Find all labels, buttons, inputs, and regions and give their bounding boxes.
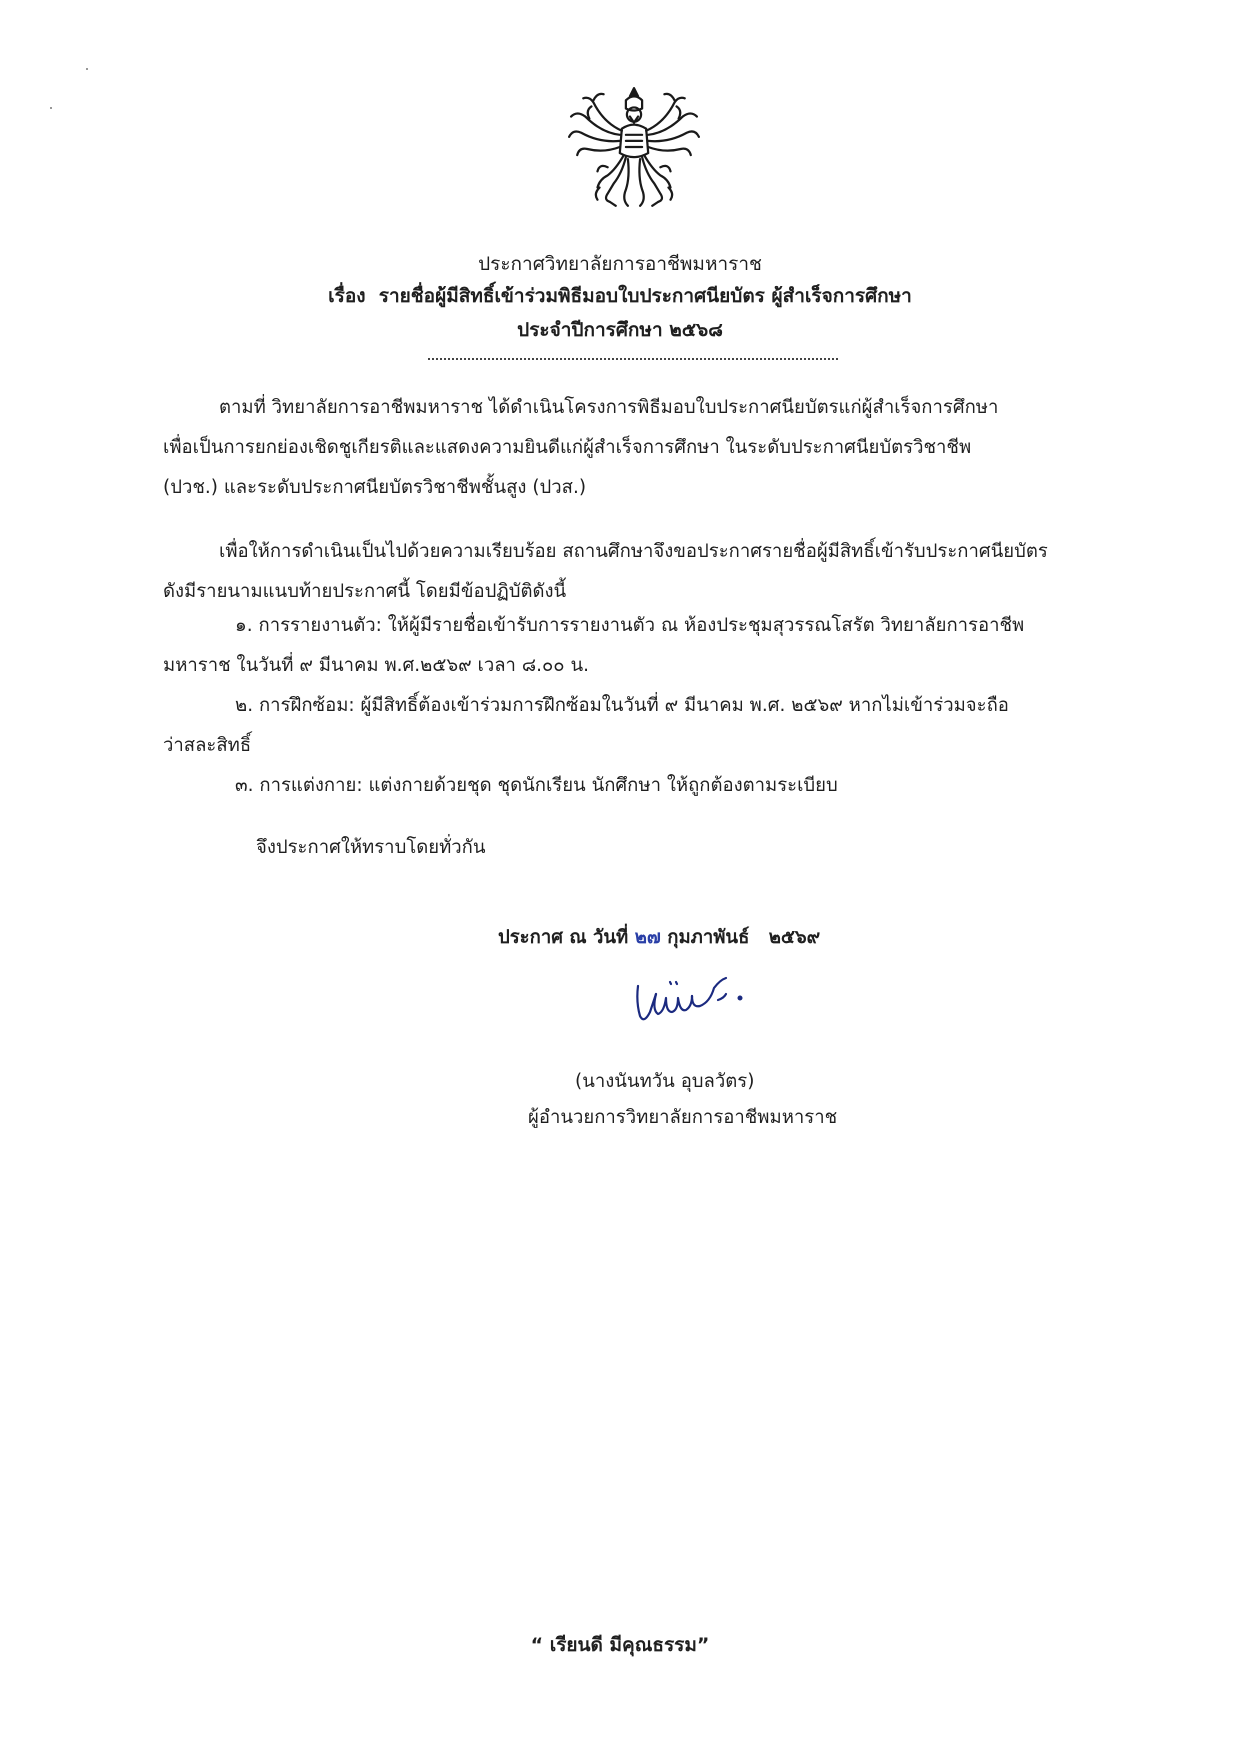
footer-motto: “ เรียนดี มีคุณธรรม” bbox=[530, 1634, 710, 1656]
academic-year-line: ประจำปีการศึกษา ๒๕๖๘ bbox=[517, 319, 723, 341]
signatory-position: ผู้อำนวยการวิทยาลัยการอาชีพมหาราช bbox=[528, 1107, 838, 1128]
announcement-subject bbox=[0, 282, 1240, 310]
date-month: กุมภาพันธ์ bbox=[667, 927, 750, 948]
scan-speck bbox=[50, 107, 52, 109]
list-item-continuation: ว่าสละสิทธิ์ bbox=[163, 735, 252, 756]
date-prefix: ประกาศ ณ วันที่ bbox=[498, 927, 629, 948]
signatory-name-block bbox=[575, 1062, 875, 1102]
rules-list bbox=[163, 606, 1083, 806]
closing-line: จึงประกาศให้ทราบโดยทั่วกัน bbox=[256, 837, 486, 858]
signatory-position-block bbox=[528, 1098, 928, 1138]
paragraph-1 bbox=[163, 388, 1083, 508]
garuda-emblem-icon bbox=[563, 82, 705, 214]
list-item: ๒. การฝึกซ้อม: ผู้มีสิทธิ์ต้องเข้าร่วมการฝึกซ้อมในวันที่ ๙ มีนาคม พ.ศ. ๒๕๖๙ หากไม่เข้าร่วมจะถือ bbox=[235, 695, 1009, 716]
paragraph-line: ดังมีรายนามแนบท้ายประกาศนี้ โดยมีข้อปฏิบัติดังนี้ bbox=[163, 581, 567, 602]
dotted-divider bbox=[428, 358, 838, 360]
subject-label: เรื่อง bbox=[328, 285, 366, 307]
date-year: ๒๕๖๙ bbox=[768, 927, 821, 948]
closing-line-block bbox=[163, 828, 1083, 868]
paragraph-line: ตามที่ วิทยาลัยการอาชีพมหาราช ได้ดำเนินโครงการพิธีมอบใบประกาศนียบัตรแก่ผู้สำเร็จการศึกษา bbox=[219, 397, 999, 418]
paragraph-line: (ปวช.) และระดับประกาศนียบัตรวิชาชีพชั้นสูง (ปวส.) bbox=[163, 477, 587, 498]
signatory-name: (นางนันทวัน อุบลวัตร) bbox=[575, 1071, 755, 1092]
paragraph-line: เพื่อเป็นการยกย่องเชิดชูเกียรติและแสดงความยินดีแก่ผู้สำเร็จการศึกษา ในระดับประกาศนียบัตรวิชาชีพ bbox=[163, 437, 972, 458]
list-item-continuation: มหาราช ในวันที่ ๙ มีนาคม พ.ศ.๒๕๖๙ เวลา ๘.๐๐ น. bbox=[163, 655, 589, 676]
announcement-title: ประกาศวิทยาลัยการอาชีพมหาราช bbox=[478, 253, 762, 275]
date-day: ๒๗ bbox=[634, 927, 661, 948]
list-item: ๓. การแต่งกาย: แต่งกายด้วยชุด ชุดนักเรียน นักศึกษา ให้ถูกต้องตามระเบียบ bbox=[235, 775, 838, 796]
paragraph-line: เพื่อให้การดำเนินเป็นไปด้วยความเรียบร้อย สถานศึกษาจึงขอประกาศรายชื่อผู้มีสิทธิ์เข้ารับประกาศนียบัตร bbox=[219, 541, 1048, 562]
list-item: ๑. การรายงานตัว: ให้ผู้มีรายชื่อเข้ารับการรายงานตัว ณ ห้องประชุมสุวรรณโสรัต วิทยาลัยการอาชีพ bbox=[235, 615, 1025, 636]
scan-speck bbox=[86, 68, 88, 70]
subject-text: รายชื่อผู้มีสิทธิ์เข้าร่วมพิธีมอบใบประกาศนียบัตร ผู้สำเร็จการศึกษา bbox=[378, 285, 912, 307]
announcement-date bbox=[498, 918, 938, 958]
paragraph-2 bbox=[163, 532, 1083, 612]
handwritten-signature bbox=[630, 972, 760, 1032]
